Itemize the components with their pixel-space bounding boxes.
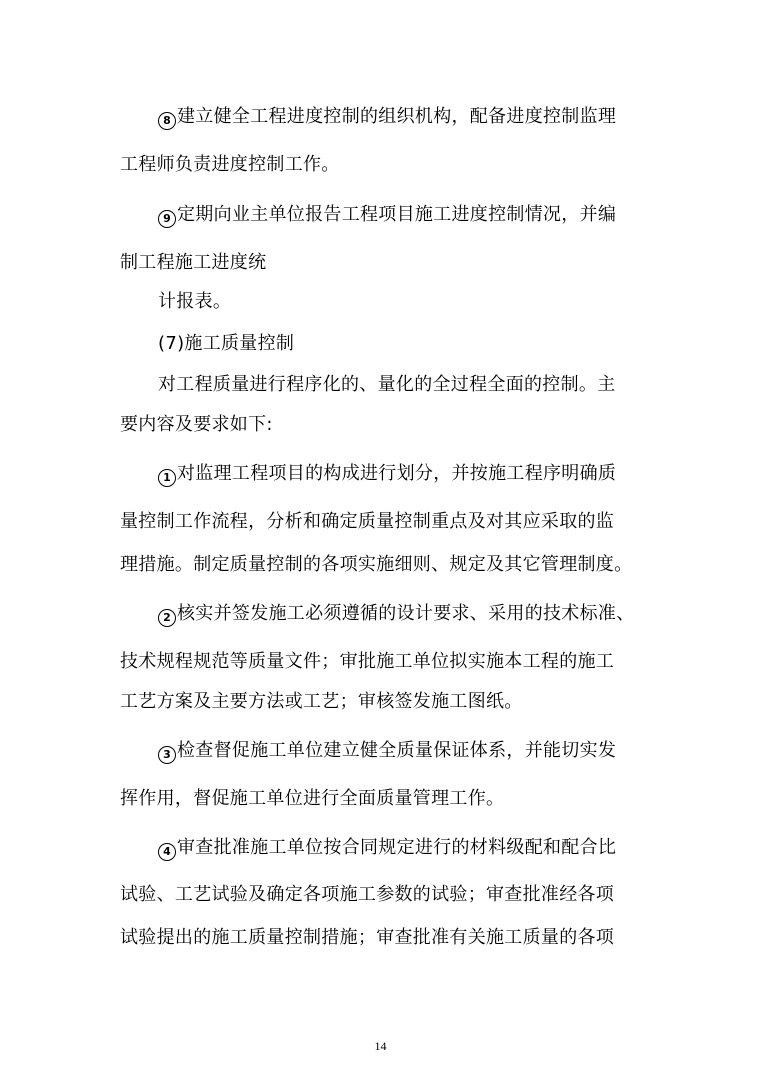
circled-number-1-icon: 1 — [158, 469, 176, 487]
quality-item-2-text-1: 核实并签发施工必须遵循的设计要求、采用的技术标准、 — [177, 603, 635, 624]
quality-item-1-line-3: 理措施。制定质量控制的各项实施细则、规定及其它管理制度。 — [120, 554, 633, 575]
item-9-line-1 — [158, 203, 616, 228]
item-8-text-1: 建立健全工程进度控制的组织机构，配备进度控制监理 — [177, 106, 617, 127]
quality-item-1-line-2: 量控制工作流程，分析和确定质量控制重点及对其应采取的监 — [120, 511, 615, 532]
item-9-text-1: 定期向业主单位报告工程项目施工进度控制情况，并编 — [177, 204, 617, 225]
circled-number-9-icon: 9 — [158, 210, 176, 228]
circled-number-8-icon: 8 — [158, 112, 176, 130]
page-number: 14 — [374, 1039, 387, 1053]
item-8-line-1 — [158, 105, 616, 130]
quality-item-3-text-1: 检查督促施工单位建立健全质量保证体系，并能切实发 — [177, 740, 617, 761]
quality-item-4-line-3: 试验提出的施工质量控制措施；审查批准有关施工质量的各项 — [120, 927, 615, 948]
quality-item-1-line-1 — [158, 462, 616, 487]
circled-number-3-icon: 3 — [158, 746, 176, 764]
quality-item-1-text-1: 对监理工程项目的构成进行划分，并按施工程序明确质 — [177, 463, 617, 484]
quality-item-4-line-1 — [158, 836, 616, 861]
quality-item-4-line-2: 试验、工艺试验及确定各项施工参数的试验；审查批准经各项 — [120, 884, 615, 905]
circled-number-2-icon: 2 — [158, 609, 176, 627]
quality-item-2-line-2: 技术规程规范等质量文件；审批施工单位拟实施本工程的施工 — [120, 651, 615, 672]
item-9-line-2: 制工程施工进度统 — [120, 252, 267, 273]
intro-line-2: 要内容及要求如下: — [120, 414, 273, 435]
quality-item-3-line-2: 挥作用，督促施工单位进行全面质量管理工作。 — [120, 788, 505, 809]
section-heading: (7)施工质量控制 — [158, 333, 295, 354]
intro-line-1: 对工程质量进行程序化的、量化的全过程全面的控制。主 — [158, 374, 616, 395]
item-9-line-3: 计报表。 — [158, 291, 232, 312]
quality-item-2-line-3: 工艺方案及主要方法或工艺；审核签发施工图纸。 — [120, 691, 523, 712]
circled-number-4-icon: 4 — [158, 843, 176, 861]
quality-item-4-text-1: 审查批准施工单位按合同规定进行的材料级配和配合比 — [177, 837, 617, 858]
quality-item-2-line-1 — [158, 602, 635, 627]
item-8-line-2: 工程师负责进度控制工作。 — [120, 154, 340, 175]
quality-item-3-line-1 — [158, 739, 616, 764]
